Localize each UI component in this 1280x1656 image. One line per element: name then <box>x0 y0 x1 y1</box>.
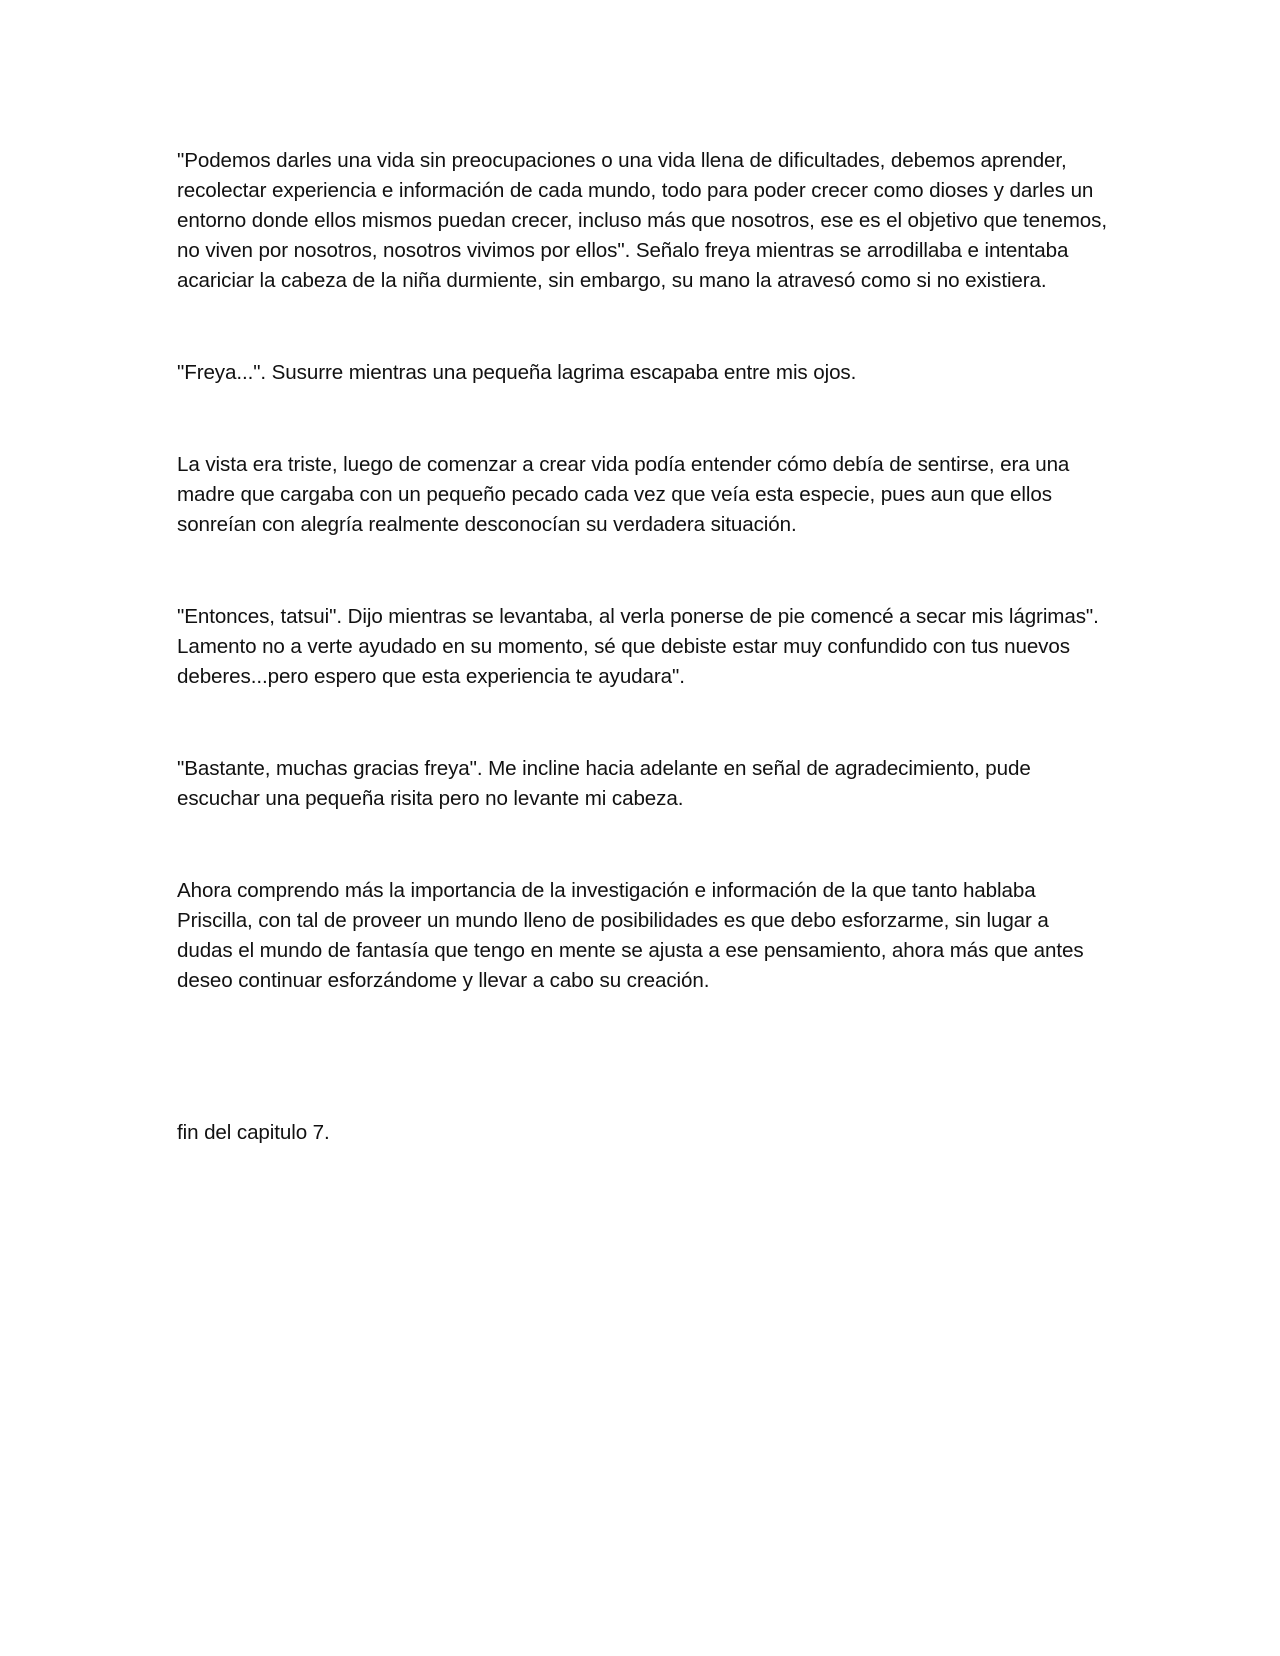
paragraph-1: "Podemos darles una vida sin preocupaciones o una vida llena de dificultades, debemos aprender, recolectar experiencia e información de cada mundo, todo para poder crecer como dioses y darles un entorno donde ellos mismos puedan crecer, incluso más que nosotros, ese es el objetivo que tenemos, no viven por nosotros, nosotros vivimos por ellos". Señalo freya mientras se arrodillaba e intentaba acariciar la cabeza de la niña durmiente, sin embargo, su mano la atravesó como si no existiera. <box>177 149 1107 292</box>
paragraph-6: Ahora comprendo más la importancia de la investigación e información de la que tanto hablaba Priscilla, con tal de proveer un mundo lleno de posibilidades es que debo esforzarme, sin lugar a dudas el mundo de fantasía que tengo en mente se ajusta a ese pensamiento, ahora más que antes deseo continuar esforzándome y llevar a cabo su creación. <box>177 879 1084 992</box>
chapter-end-note: fin del capitulo 7. <box>177 1121 330 1144</box>
paragraph-4: "Entonces, tatsui". Dijo mientras se levantaba, al verla ponerse de pie comencé a secar mis lágrimas". Lamento no a verte ayudado en su momento, sé que debiste estar muy confundido con tus nuevos deberes...pero espero que esta experiencia te ayudara". <box>177 605 1099 688</box>
paragraph-2: "Freya...". Susurre mientras una pequeña lagrima escapaba entre mis ojos. <box>177 361 857 384</box>
paragraph-3: La vista era triste, luego de comenzar a crear vida podía entender cómo debía de sentirse, era una madre que cargaba con un pequeño pecado cada vez que veía esta especie, pues aun que ellos sonreían con alegría realmente desconocían su verdadera situación. <box>177 453 1070 536</box>
document-body <box>177 146 1107 1148</box>
paragraph-5: "Bastante, muchas gracias freya". Me incline hacia adelante en señal de agradecimiento, pude escuchar una pequeña risita pero no levante mi cabeza. <box>177 757 1031 810</box>
